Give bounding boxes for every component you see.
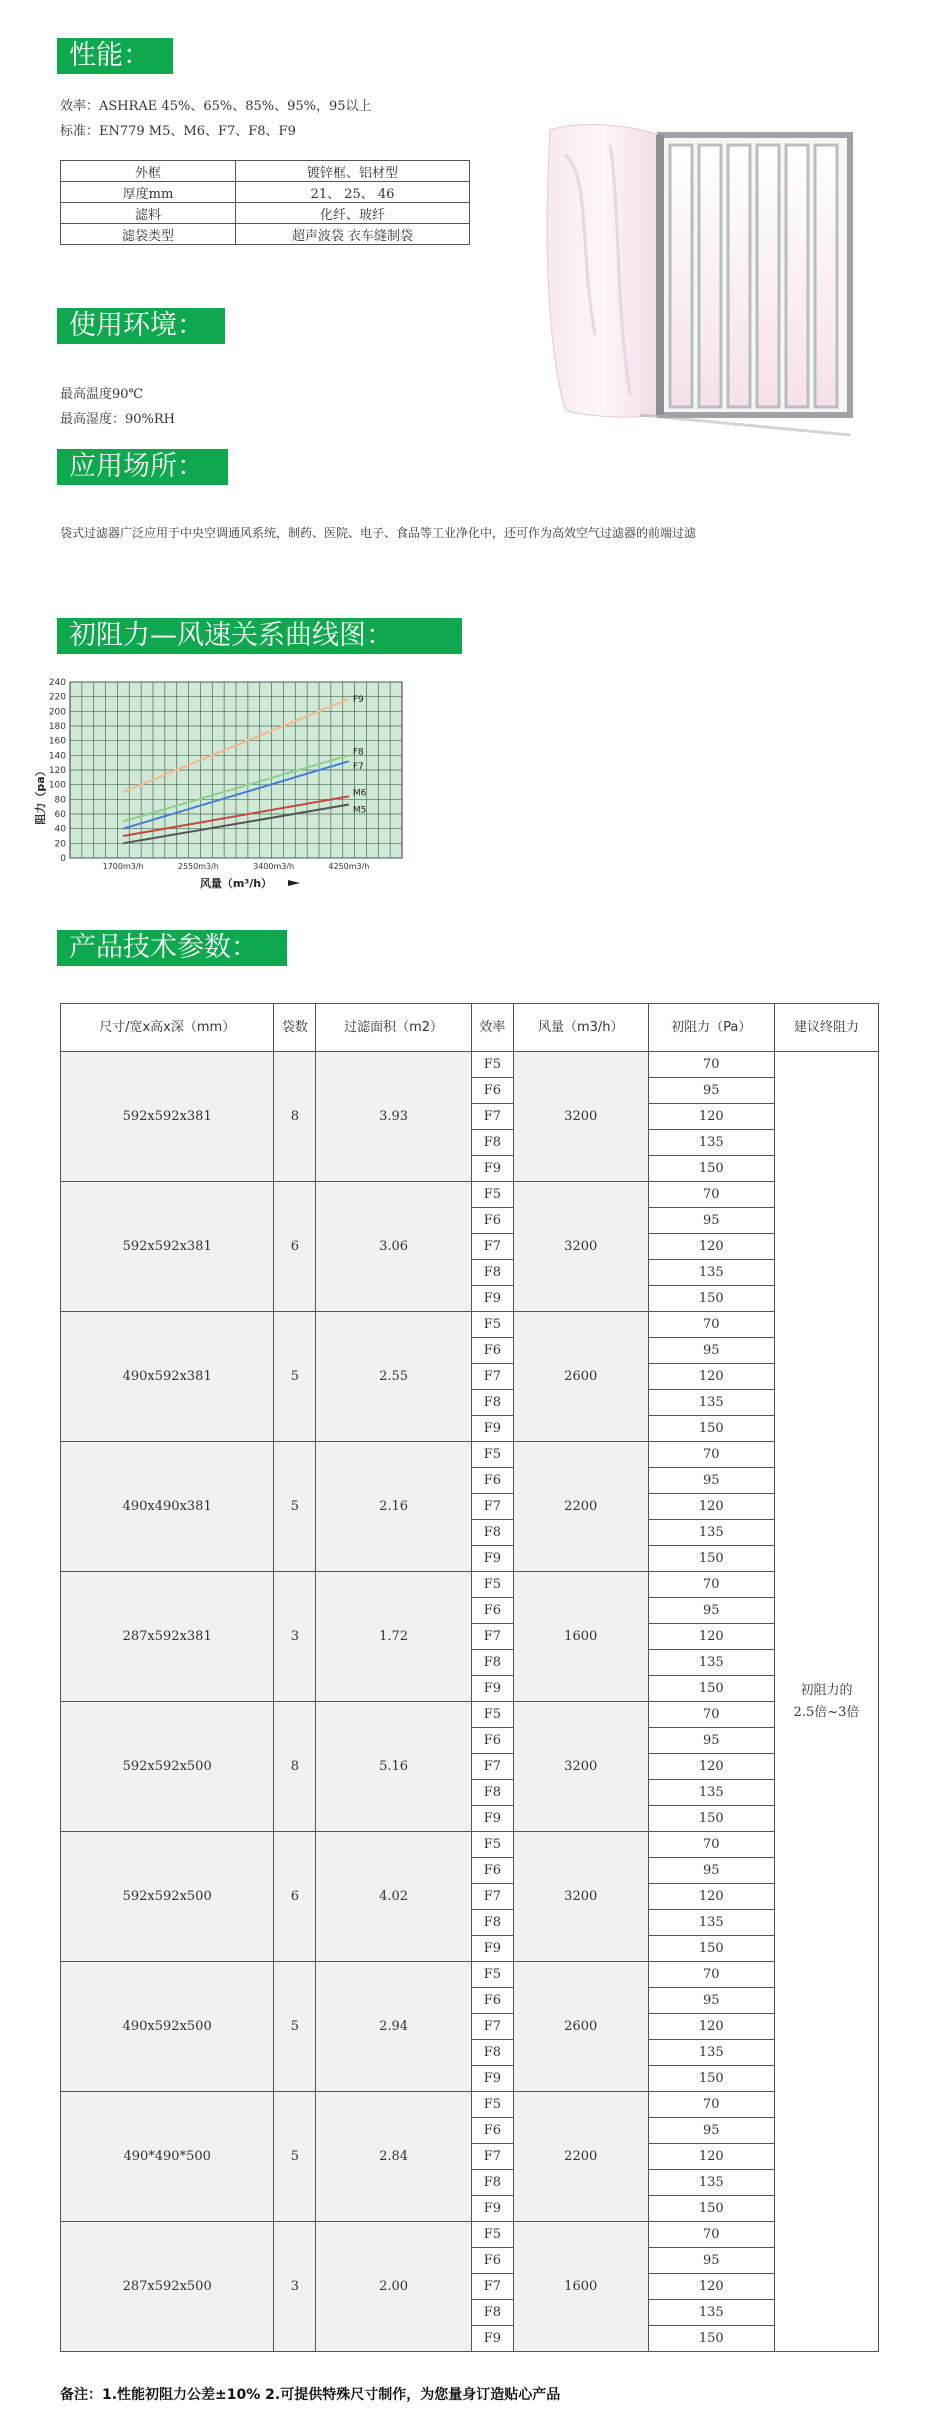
bags-cell: 3 [274, 1572, 316, 1702]
efficiency-cell: F5 [471, 2222, 513, 2248]
resistance-cell: 120 [648, 1754, 774, 1780]
filter-pocket [815, 145, 837, 407]
param-header-cell: 效率 [471, 1004, 513, 1052]
bags-cell: 6 [274, 1832, 316, 1962]
efficiency-text: 效率：ASHRAE 45%、65%、85%、95%，95以上 [60, 99, 372, 114]
param-header-cell: 尺寸/宽x高x深（mm） [61, 1004, 274, 1052]
efficiency-cell: F8 [471, 1390, 513, 1416]
y-tick-label: 0 [60, 854, 66, 864]
y-tick-label: 220 [48, 692, 66, 703]
size-cell: 490x490x381 [61, 1442, 274, 1572]
efficiency-cell: F5 [471, 1572, 513, 1598]
resistance-cell: 95 [648, 1988, 774, 2014]
final-resistance-cell: 初阻力的 2.5倍~3倍 [774, 1052, 878, 2352]
efficiency-cell: F8 [471, 1260, 513, 1286]
series-label: F7 [352, 762, 364, 773]
resistance-cell: 135 [648, 1650, 774, 1676]
filter-pocket [757, 145, 779, 407]
resistance-cell: 70 [648, 1052, 774, 1078]
resistance-cell: 70 [648, 1572, 774, 1598]
efficiency-cell: F9 [471, 1936, 513, 1962]
x-tick-label: 2550m3/h [177, 862, 219, 871]
efficiency-cell: F5 [471, 1182, 513, 1208]
resistance-cell: 150 [648, 1936, 774, 1962]
y-tick-label: 40 [54, 824, 66, 835]
resistance-cell: 135 [648, 1130, 774, 1156]
size-cell: 490x592x381 [61, 1312, 274, 1442]
airflow-cell: 2600 [513, 1312, 648, 1442]
area-cell: 2.16 [316, 1442, 471, 1572]
param-header-cell: 初阻力（Pa） [648, 1004, 774, 1052]
bags-cell: 8 [274, 1702, 316, 1832]
y-axis-title: 阻力（pa） [34, 765, 47, 825]
area-cell: 1.72 [316, 1572, 471, 1702]
resistance-cell: 95 [648, 2118, 774, 2144]
section-title-performance: 性能： [57, 38, 173, 74]
bags-cell: 3 [274, 2222, 316, 2352]
efficiency-cell: F6 [471, 2248, 513, 2274]
y-tick-label: 180 [48, 722, 66, 732]
efficiency-cell: F5 [471, 1832, 513, 1858]
efficiency-cell: F5 [471, 1442, 513, 1468]
param-header-cell: 过滤面积（m2） [316, 1004, 471, 1052]
resistance-cell: 150 [648, 1416, 774, 1442]
area-cell: 5.16 [316, 1702, 471, 1832]
efficiency-cell: F9 [471, 1546, 513, 1572]
resistance-cell: 120 [648, 2144, 774, 2170]
section-title-environment: 使用环境： [57, 308, 225, 344]
y-tick-label: 240 [48, 678, 66, 688]
efficiency-cell: F6 [471, 1988, 513, 2014]
resistance-cell: 150 [648, 1156, 774, 1182]
application-text: 袋式过滤器广泛应用于中央空调通风系统，制药、医院、电子、食品等工业净化中，还可作为高效空气过滤器的前端过滤 [60, 526, 697, 540]
resistance-cell: 70 [648, 1962, 774, 1988]
filter-pocket [699, 145, 721, 407]
max-humidity-text: 最高湿度：90%RH [60, 412, 176, 427]
efficiency-cell: F7 [471, 2144, 513, 2170]
efficiency-cell: F5 [471, 1312, 513, 1338]
airflow-cell: 3200 [513, 1182, 648, 1312]
efficiency-cell: F9 [471, 2326, 513, 2352]
x-tick-label: 1700m3/h [102, 862, 144, 871]
section-title-curve: 初阻力—风速关系曲线图： [57, 618, 462, 654]
efficiency-cell: F6 [471, 1078, 513, 1104]
bags-cell: 5 [274, 1442, 316, 1572]
efficiency-cell: F6 [471, 1728, 513, 1754]
resistance-cell: 120 [648, 2014, 774, 2040]
resistance-cell: 70 [648, 1832, 774, 1858]
resistance-cell: 120 [648, 2274, 774, 2300]
efficiency-cell: F6 [471, 2118, 513, 2144]
y-tick-label: 20 [54, 839, 66, 850]
footer-note: 备注：1.性能初阻力公差±10% 2.可提供特殊尺寸制作，为您量身订造贴心产品 [60, 2387, 561, 2403]
efficiency-cell: F5 [471, 1702, 513, 1728]
area-cell: 2.55 [316, 1312, 471, 1442]
resistance-cell: 120 [648, 1494, 774, 1520]
series-label: F8 [352, 747, 364, 758]
filter-pocket [786, 145, 808, 407]
efficiency-cell: F7 [471, 1624, 513, 1650]
bags-cell: 5 [274, 1962, 316, 2092]
efficiency-cell: F9 [471, 2196, 513, 2222]
area-cell: 4.02 [316, 1832, 471, 1962]
param-row [61, 1312, 879, 1338]
efficiency-cell: F8 [471, 1910, 513, 1936]
efficiency-cell: F7 [471, 2014, 513, 2040]
filter-pocket [728, 145, 750, 407]
filter-pocket [670, 145, 692, 407]
param-table [60, 1003, 879, 2352]
param-row [61, 1052, 879, 1078]
size-cell: 592x592x500 [61, 1702, 274, 1832]
airflow-cell: 3200 [513, 1052, 648, 1182]
series-label: M5 [352, 805, 367, 816]
series-label: F9 [352, 694, 364, 705]
param-row [61, 1442, 879, 1468]
resistance-cell: 95 [648, 2248, 774, 2274]
efficiency-cell: F8 [471, 2170, 513, 2196]
size-cell: 490*490*500 [61, 2092, 274, 2222]
param-row [61, 1182, 879, 1208]
size-cell: 287x592x500 [61, 2222, 274, 2352]
efficiency-cell: F9 [471, 1676, 513, 1702]
efficiency-cell: F8 [471, 1520, 513, 1546]
resistance-cell: 150 [648, 1806, 774, 1832]
size-cell: 287x592x381 [61, 1572, 274, 1702]
spec-table [60, 160, 470, 245]
resistance-cell: 70 [648, 1312, 774, 1338]
spec-row [61, 182, 470, 203]
resistance-cell: 135 [648, 1390, 774, 1416]
x-tick-label: 3400m3/h [253, 862, 295, 871]
efficiency-cell: F5 [471, 2092, 513, 2118]
y-tick-label: 80 [54, 795, 66, 806]
spec-value: 超声波袋 衣车缝制袋 [236, 224, 470, 245]
param-row [61, 1572, 879, 1598]
resistance-cell: 120 [648, 1624, 774, 1650]
spec-value: 21、 25、 46 [236, 182, 470, 203]
resistance-cell: 95 [648, 1858, 774, 1884]
efficiency-cell: F8 [471, 2300, 513, 2326]
efficiency-cell: F6 [471, 1468, 513, 1494]
efficiency-cell: F7 [471, 1104, 513, 1130]
efficiency-cell: F7 [471, 2274, 513, 2300]
bags-cell: 6 [274, 1182, 316, 1312]
resistance-cell: 70 [648, 2222, 774, 2248]
spec-row [61, 203, 470, 224]
resistance-cell: 120 [648, 1234, 774, 1260]
efficiency-cell: F5 [471, 1052, 513, 1078]
param-header-cell: 风量（m3/h） [513, 1004, 648, 1052]
efficiency-cell: F8 [471, 1130, 513, 1156]
spec-row [61, 161, 470, 182]
efficiency-cell: F6 [471, 1598, 513, 1624]
area-cell: 2.00 [316, 2222, 471, 2352]
spec-label: 外框 [61, 161, 236, 182]
param-row [61, 1702, 879, 1728]
spec-value: 化纤、玻纤 [236, 203, 470, 224]
y-tick-label: 200 [48, 707, 66, 718]
resistance-cell: 150 [648, 2066, 774, 2092]
resistance-cell: 70 [648, 1442, 774, 1468]
efficiency-cell: F7 [471, 1234, 513, 1260]
resistance-cell: 135 [648, 2040, 774, 2066]
resistance-cell: 120 [648, 1364, 774, 1390]
airflow-cell: 2200 [513, 2092, 648, 2222]
airflow-cell: 3200 [513, 1702, 648, 1832]
resistance-cell: 70 [648, 2092, 774, 2118]
resistance-cell: 95 [648, 1338, 774, 1364]
bags-cell: 5 [274, 1312, 316, 1442]
resistance-cell: 135 [648, 1520, 774, 1546]
efficiency-cell: F6 [471, 1338, 513, 1364]
airflow-cell: 2200 [513, 1442, 648, 1572]
bag-filter-image [520, 115, 860, 445]
efficiency-cell: F9 [471, 1286, 513, 1312]
airflow-cell: 2600 [513, 1962, 648, 2092]
efficiency-cell: F7 [471, 1494, 513, 1520]
max-temp-text: 最高温度90℃ [60, 387, 144, 402]
resistance-cell: 95 [648, 1208, 774, 1234]
efficiency-cell: F5 [471, 1962, 513, 1988]
efficiency-cell: F8 [471, 1780, 513, 1806]
airflow-cell: 1600 [513, 1572, 648, 1702]
resistance-cell: 150 [648, 2326, 774, 2352]
resistance-cell: 135 [648, 1910, 774, 1936]
resistance-cell: 135 [648, 1780, 774, 1806]
resistance-cell: 135 [648, 2170, 774, 2196]
param-row [61, 2222, 879, 2248]
area-cell: 2.94 [316, 1962, 471, 2092]
size-cell: 592x592x500 [61, 1832, 274, 1962]
param-row [61, 1832, 879, 1858]
y-tick-label: 100 [48, 780, 66, 791]
param-row [61, 2092, 879, 2118]
size-cell: 592x592x381 [61, 1052, 274, 1182]
param-header-cell: 袋数 [274, 1004, 316, 1052]
x-axis-arrow [288, 880, 300, 886]
size-cell: 490x592x500 [61, 1962, 274, 2092]
param-row [61, 1962, 879, 1988]
resistance-cell: 135 [648, 2300, 774, 2326]
resistance-airflow-chart [30, 670, 600, 910]
section-title-application: 应用场所： [57, 449, 228, 485]
resistance-cell: 150 [648, 1546, 774, 1572]
efficiency-cell: F9 [471, 1806, 513, 1832]
resistance-cell: 135 [648, 1260, 774, 1286]
size-cell: 592x592x381 [61, 1182, 274, 1312]
series-label: M6 [352, 788, 367, 799]
efficiency-cell: F9 [471, 1156, 513, 1182]
param-header-cell: 建议终阻力 [774, 1004, 878, 1052]
efficiency-cell: F8 [471, 1650, 513, 1676]
efficiency-cell: F7 [471, 1754, 513, 1780]
y-tick-label: 120 [48, 766, 66, 776]
resistance-cell: 95 [648, 1598, 774, 1624]
bags-cell: 8 [274, 1052, 316, 1182]
airflow-cell: 3200 [513, 1832, 648, 1962]
efficiency-cell: F9 [471, 1416, 513, 1442]
spec-row [61, 224, 470, 245]
y-tick-label: 140 [48, 751, 66, 762]
x-axis-title: 风量（m³/h） [199, 877, 273, 890]
efficiency-cell: F9 [471, 2066, 513, 2092]
spec-label: 厚度mm [61, 182, 236, 203]
y-tick-label: 60 [54, 810, 66, 820]
spec-label: 滤料 [61, 203, 236, 224]
spec-label: 滤袋类型 [61, 224, 236, 245]
resistance-cell: 150 [648, 1286, 774, 1312]
resistance-cell: 150 [648, 1676, 774, 1702]
resistance-cell: 95 [648, 1468, 774, 1494]
section-title-params: 产品技术参数： [57, 930, 287, 966]
efficiency-cell: F8 [471, 2040, 513, 2066]
resistance-cell: 95 [648, 1728, 774, 1754]
x-tick-label: 4250m3/h [328, 862, 370, 871]
resistance-cell: 120 [648, 1104, 774, 1130]
standard-text: 标准：EN779 M5、M6、F7、F8、F9 [60, 124, 296, 139]
y-tick-label: 160 [48, 736, 66, 747]
efficiency-cell: F7 [471, 1364, 513, 1390]
resistance-cell: 70 [648, 1702, 774, 1728]
resistance-cell: 120 [648, 1884, 774, 1910]
efficiency-cell: F6 [471, 1208, 513, 1234]
area-cell: 2.84 [316, 2092, 471, 2222]
resistance-cell: 95 [648, 1078, 774, 1104]
area-cell: 3.93 [316, 1052, 471, 1182]
bags-cell: 5 [274, 2092, 316, 2222]
efficiency-cell: F6 [471, 1858, 513, 1884]
efficiency-cell: F7 [471, 1884, 513, 1910]
spec-value: 镀锌框、铝材型 [236, 161, 470, 182]
resistance-cell: 150 [648, 2196, 774, 2222]
area-cell: 3.06 [316, 1182, 471, 1312]
resistance-cell: 70 [648, 1182, 774, 1208]
airflow-cell: 1600 [513, 2222, 648, 2352]
